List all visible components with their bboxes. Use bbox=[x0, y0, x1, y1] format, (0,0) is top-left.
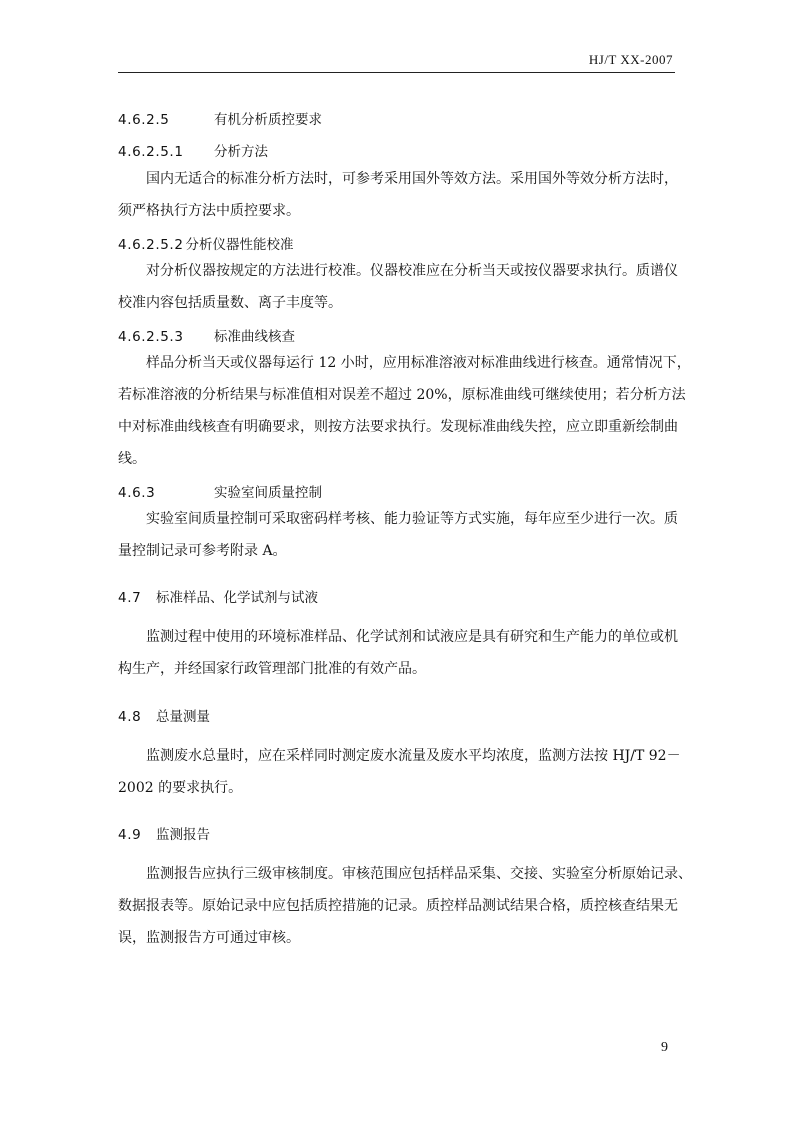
paragraph-line: 实验室间质量控制可采取密码样考核、能力验证等方式实施，每年应至少进行一次。质 bbox=[146, 511, 678, 527]
section-title: 分析仪器性能校准 bbox=[185, 237, 294, 253]
paragraph-line: 监测过程中使用的环境标准样品、化学试剂和试液应是具有研究和生产能力的单位或机 bbox=[146, 629, 678, 645]
paragraph-interlab-control bbox=[118, 503, 678, 567]
heading-4-7 bbox=[118, 586, 318, 606]
paragraph-line: 校准内容包括质量数、离子丰度等。 bbox=[118, 295, 342, 311]
paragraph-line: 监测报告应执行三级审核制度。审核范围应包括样品采集、交接、实验室分析原始记录、 bbox=[146, 866, 692, 882]
paragraph-line: 须严格执行方法中质控要求。 bbox=[118, 203, 300, 219]
section-title: 标准样品、化学试剂与试液 bbox=[156, 590, 318, 606]
paragraph-curve-check bbox=[118, 347, 691, 475]
paragraph-line: 若标准溶液的分析结果与标准值相对误差不超过 20%，原标准曲线可继续使用；若分析方法 bbox=[118, 387, 686, 403]
heading-4-6-2-5-3 bbox=[118, 325, 295, 345]
paragraph-analysis-method bbox=[118, 163, 678, 227]
section-title: 分析方法 bbox=[214, 144, 268, 160]
section-number: 4.6.2.5.1 bbox=[118, 144, 184, 160]
section-number: 4.6.2.5 bbox=[118, 112, 170, 128]
section-title: 标准曲线核查 bbox=[214, 329, 295, 345]
paragraph-line: 监测废水总量时，应在采样同时测定废水流量及废水平均浓度，监测方法按 HJ/T 92－ bbox=[146, 748, 681, 764]
section-title: 有机分析质控要求 bbox=[214, 112, 322, 128]
paragraph-standard-samples bbox=[118, 621, 678, 685]
section-number: 4.7 bbox=[118, 590, 142, 606]
heading-4-6-2-5 bbox=[118, 108, 322, 128]
header-divider bbox=[118, 72, 675, 73]
section-title: 总量测量 bbox=[156, 709, 210, 725]
paragraph-line: 样品分析当天或仪器每运行 12 小时，应用标准溶液对标准曲线进行核查。通常情况下， bbox=[146, 355, 691, 371]
heading-4-6-3 bbox=[118, 481, 322, 501]
heading-4-8 bbox=[118, 705, 210, 725]
paragraph-line: 对分析仪器按规定的方法进行校准。仪器校准应在分析当天或按仪器要求执行。质谱仪 bbox=[146, 263, 678, 279]
paragraph-instrument-calibration bbox=[118, 255, 678, 319]
paragraph-line: 2002 的要求执行。 bbox=[118, 780, 243, 796]
section-number: 4.9 bbox=[118, 827, 142, 843]
paragraph-line: 数据报表等。原始记录中应包括质控措施的记录。质控样品测试结果合格，质控核查结果无 bbox=[118, 898, 678, 914]
document-code: HJ/T XX-2007 bbox=[588, 52, 673, 67]
paragraph-line: 误，监测报告方可通过审核。 bbox=[118, 930, 300, 946]
section-number: 4.8 bbox=[118, 709, 142, 725]
paragraph-line: 线。 bbox=[118, 451, 146, 467]
paragraph-line: 构生产，并经国家行政管理部门批准的有效产品。 bbox=[118, 661, 426, 677]
section-number: 4.6.3 bbox=[118, 485, 156, 501]
paragraph-line: 中对标准曲线核查有明确要求，则按方法要求执行。发现标准曲线失控，应立即重新绘制曲 bbox=[118, 419, 678, 435]
heading-4-9 bbox=[118, 823, 210, 843]
paragraph-total-measurement bbox=[118, 740, 681, 804]
paragraph-line: 量控制记录可参考附录 A。 bbox=[118, 543, 287, 559]
paragraph-line: 国内无适合的标准分析方法时，可参考采用国外等效方法。采用国外等效分析方法时， bbox=[146, 171, 678, 187]
page-number: 9 bbox=[661, 1040, 668, 1055]
section-title: 实验室间质量控制 bbox=[214, 485, 322, 501]
section-title: 监测报告 bbox=[156, 827, 210, 843]
paragraph-monitoring-report bbox=[118, 858, 692, 954]
heading-4-6-2-5-2 bbox=[118, 233, 294, 253]
section-number: 4.6.2.5.3 bbox=[118, 329, 184, 345]
heading-4-6-2-5-1 bbox=[118, 140, 268, 160]
section-number: 4.6.2.5.2 bbox=[118, 237, 184, 253]
